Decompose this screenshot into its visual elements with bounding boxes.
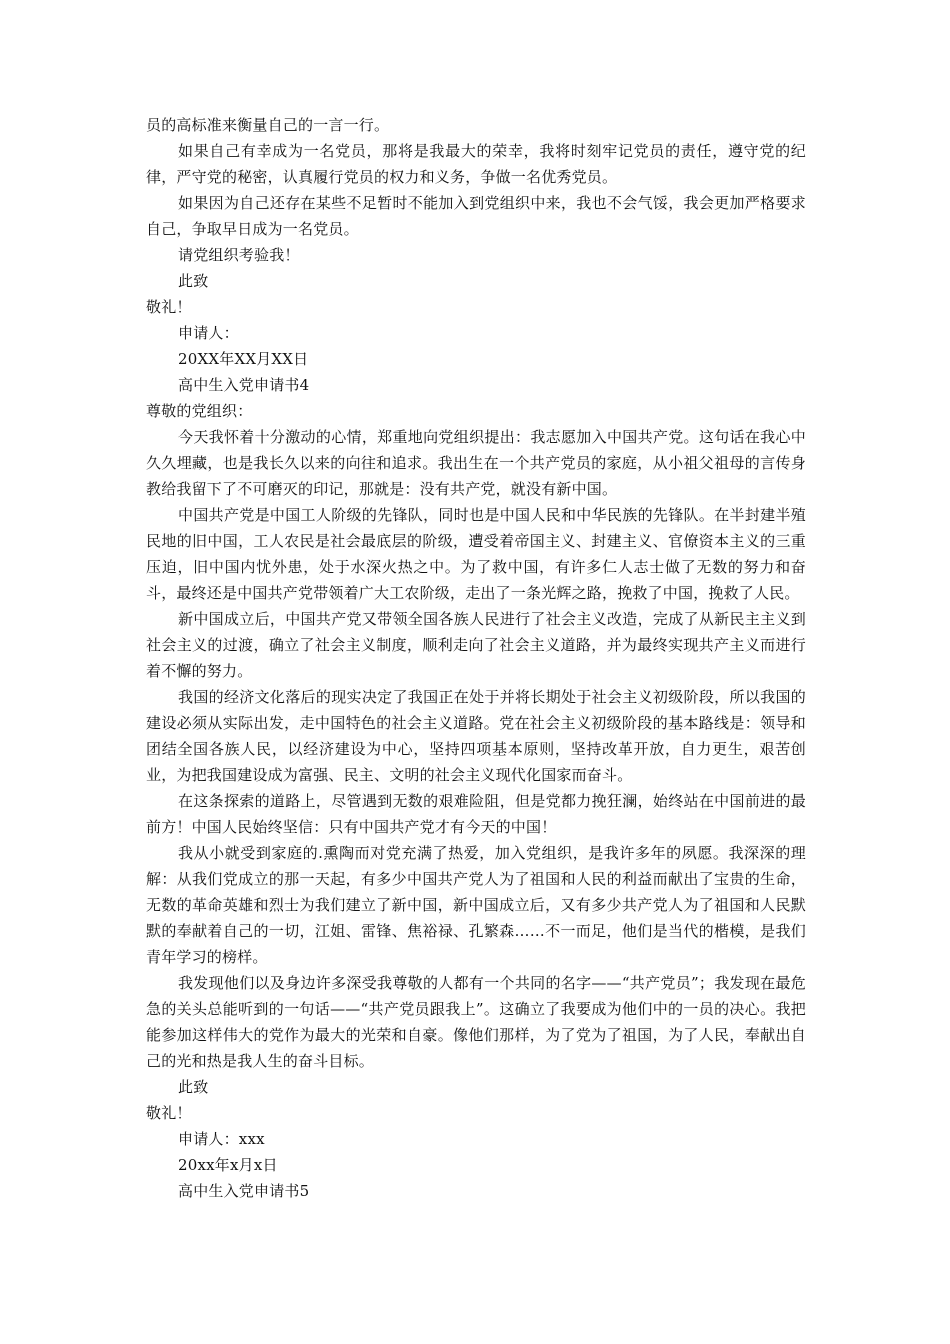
paragraph-request: 请党组织考验我！ xyxy=(178,246,300,264)
applicant-line: 申请人：xxx xyxy=(178,1130,265,1148)
closing-regards: 敬礼！ xyxy=(146,1104,192,1122)
closing-regards: 敬礼！ xyxy=(146,298,192,316)
paragraph-aspiration: 我从小就受到家庭的.熏陶而对党充满了热爱，加入党组织，是我许多年的夙愿。我深深的理解：从我们党成立的那一天起，有多少中国共产党人为了祖国和人民的利益而献出了宝贵的生命，无数的革命英雄和烈士为我们建立了新中国，新中国成立后，又有多少共产党人为了祖国和人民默默的奉献着自己的一切，江姐、雷锋、焦裕禄、孔繁森……不一而足，他们是当代的楷模，是我们青年学习的榜样。 xyxy=(146,844,806,966)
paragraph-exploration: 在这条探索的道路上，尽管遇到无数的艰难险阻，但是党都力挽狂澜，始终站在中国前进的最前方！中国人民始终坚信：只有中国共产党才有今天的中国！ xyxy=(146,792,806,836)
section-title: 高中生入党申请书5 xyxy=(178,1182,310,1200)
paragraph-resolve: 如果因为自己还存在某些不足暂时不能加入到党组织中来，我也不会气馁，我会更加严格要求自己，争取早日成为一名党员。 xyxy=(146,194,806,238)
paragraph-continuation: 员的高标准来衡量自己的一言一行。 xyxy=(146,116,390,134)
document-page xyxy=(146,112,806,1204)
section-title: 高中生入党申请书4 xyxy=(178,376,310,394)
closing-salutation: 此致 xyxy=(178,272,209,290)
paragraph-role-models: 我发现他们以及身边许多深受我尊敬的人都有一个共同的名字——“共产党员”；我发现在最危急的关头总能听到的一句话——“共产党员跟我上”。这确立了我要成为他们中的一员的决心。我把能参加这样伟大的党作为最大的光荣和自豪。像他们那样，为了党为了祖国，为了人民，奉献出自己的光和热是我人生的奋斗目标。 xyxy=(146,974,806,1070)
paragraph-intro: 今天我怀着十分激动的心情，郑重地向党组织提出：我志愿加入中国共产党。这句话在我心中久久埋藏，也是我长久以来的向往和追求。我出生在一个共产党员的家庭，从小祖父祖母的言传身教给我留下了不可磨灭的印记，那就是：没有共产党，就没有新中国。 xyxy=(146,428,806,498)
greeting: 尊敬的党组织： xyxy=(146,402,253,420)
closing-salutation: 此致 xyxy=(178,1078,209,1096)
date-line: 20XX年XX月XX日 xyxy=(178,350,309,368)
paragraph-new-china: 新中国成立后，中国共产党又带领全国各族人民进行了社会主义改造，完成了从新民主主义到社会主义的过渡，确立了社会主义制度，顺利走向了社会主义道路，并为最终实现共产主义而进行着不懈的努力。 xyxy=(146,610,806,680)
applicant-label: 申请人： xyxy=(178,324,239,342)
date-line: 20xx年x月x日 xyxy=(178,1156,278,1174)
paragraph-basic-line: 我国的经济文化落后的现实决定了我国正在处于并将长期处于社会主义初级阶段，所以我国的建设必须从实际出发，走中国特色的社会主义道路。党在社会主义初级阶段的基本路线是：领导和团结全国各族人民，以经济建设为中心，坚持四项基本原则，坚持改革开放，自力更生，艰苦创业，为把我国建设成为富强、民主、文明的社会主义现代化国家而奋斗。 xyxy=(146,688,806,784)
paragraph-commitment: 如果自己有幸成为一名党员，那将是我最大的荣幸，我将时刻牢记党员的责任，遵守党的纪律，严守党的秘密，认真履行党员的权力和义务，争做一名优秀党员。 xyxy=(146,142,806,186)
paragraph-party-history: 中国共产党是中国工人阶级的先锋队，同时也是中国人民和中华民族的先锋队。在半封建半殖民地的旧中国，工人农民是社会最底层的阶级，遭受着帝国主义、封建主义、官僚资本主义的三重压迫，旧中国内忧外患，处于水深火热之中。为了救中国，有许多仁人志士做了无数的努力和奋斗，最终还是中国共产党带领着广大工农阶级，走出了一条光辉之路，挽救了中国，挽救了人民。 xyxy=(146,506,806,602)
